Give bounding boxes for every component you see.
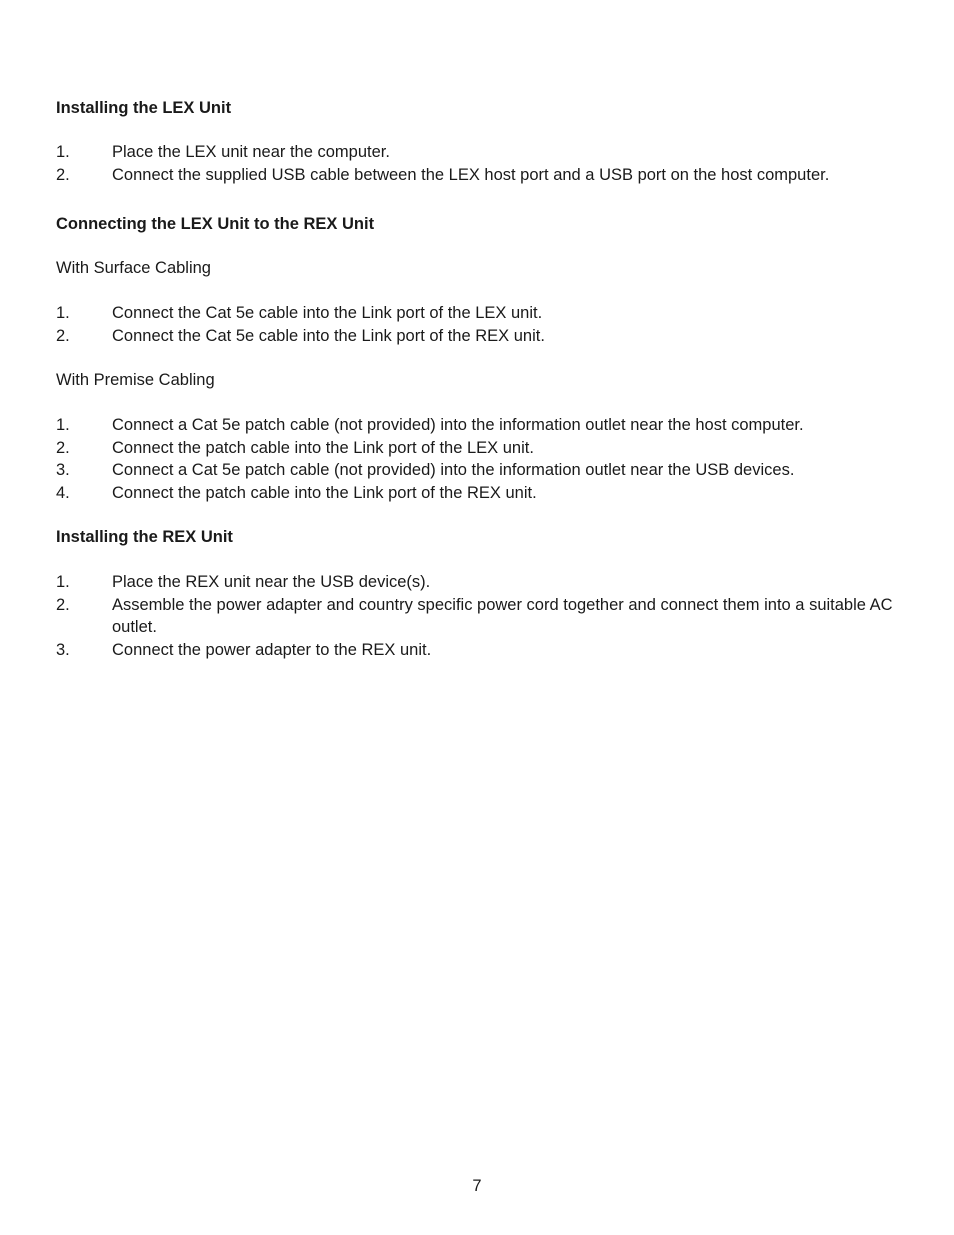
list-item bbox=[56, 459, 896, 482]
step-number: 2. bbox=[56, 595, 70, 614]
step-text: Connect the power adapter to the REX unit. bbox=[112, 640, 432, 659]
step-number: 4. bbox=[56, 483, 70, 502]
spacer bbox=[56, 119, 896, 141]
step-text: Connect the patch cable into the Link port of the REX unit. bbox=[112, 483, 537, 502]
step-text: Connect the patch cable into the Link port of the LEX unit. bbox=[112, 438, 534, 457]
step-number: 2. bbox=[56, 326, 70, 345]
step-text: Place the LEX unit near the computer. bbox=[112, 143, 390, 161]
step-text: Assemble the power adapter and country specific power cord together and connect them into a suitable AC outlet. bbox=[112, 595, 893, 636]
list-item bbox=[56, 414, 896, 437]
spacer bbox=[56, 235, 896, 257]
list-item bbox=[56, 302, 896, 325]
spacer bbox=[56, 504, 896, 526]
page-number: 7 bbox=[472, 1177, 482, 1195]
subsection-title-premise-cabling: With Premise Cabling bbox=[56, 371, 215, 389]
list-item bbox=[56, 482, 896, 505]
step-number: 1. bbox=[56, 304, 70, 322]
section-heading-installing-rex: Installing the REX Unit bbox=[56, 528, 233, 546]
section-heading-connecting-lex-rex: Connecting the LEX Unit to the REX Unit bbox=[56, 215, 375, 233]
step-text: Connect a Cat 5e patch cable (not provided) into the information outlet near the USB devices. bbox=[112, 461, 795, 479]
step-text: Connect the Cat 5e cable into the Link port of the REX unit. bbox=[112, 326, 545, 345]
spacer bbox=[56, 186, 896, 213]
steps-premise-cabling bbox=[56, 414, 896, 504]
list-item bbox=[56, 639, 896, 662]
step-number: 1. bbox=[56, 416, 70, 434]
list-item bbox=[56, 325, 896, 348]
list-item bbox=[56, 594, 896, 639]
step-number: 3. bbox=[56, 461, 70, 479]
list-item bbox=[56, 571, 896, 594]
steps-installing-rex bbox=[56, 571, 896, 661]
step-number: 2. bbox=[56, 165, 70, 184]
list-item bbox=[56, 141, 896, 164]
step-number: 1. bbox=[56, 143, 70, 161]
section-heading-installing-lex: Installing the LEX Unit bbox=[56, 99, 232, 117]
step-text: Connect the supplied USB cable between the LEX host port and a USB port on the host computer. bbox=[112, 165, 830, 184]
subsection-title-surface-cabling: With Surface Cabling bbox=[56, 259, 211, 277]
list-item bbox=[56, 164, 896, 187]
list-item bbox=[56, 437, 896, 460]
page-content bbox=[56, 97, 896, 661]
step-number: 1. bbox=[56, 573, 70, 591]
spacer bbox=[56, 391, 896, 414]
spacer bbox=[56, 279, 896, 302]
step-text: Connect the Cat 5e cable into the Link port of the LEX unit. bbox=[112, 304, 543, 322]
steps-installing-lex bbox=[56, 141, 896, 186]
spacer bbox=[56, 548, 896, 571]
step-text: Connect a Cat 5e patch cable (not provided) into the information outlet near the host computer. bbox=[112, 416, 804, 434]
step-text: Place the REX unit near the USB device(s). bbox=[112, 573, 431, 591]
steps-surface-cabling bbox=[56, 302, 896, 347]
step-number: 3. bbox=[56, 640, 70, 659]
step-number: 2. bbox=[56, 438, 70, 457]
spacer bbox=[56, 347, 896, 369]
